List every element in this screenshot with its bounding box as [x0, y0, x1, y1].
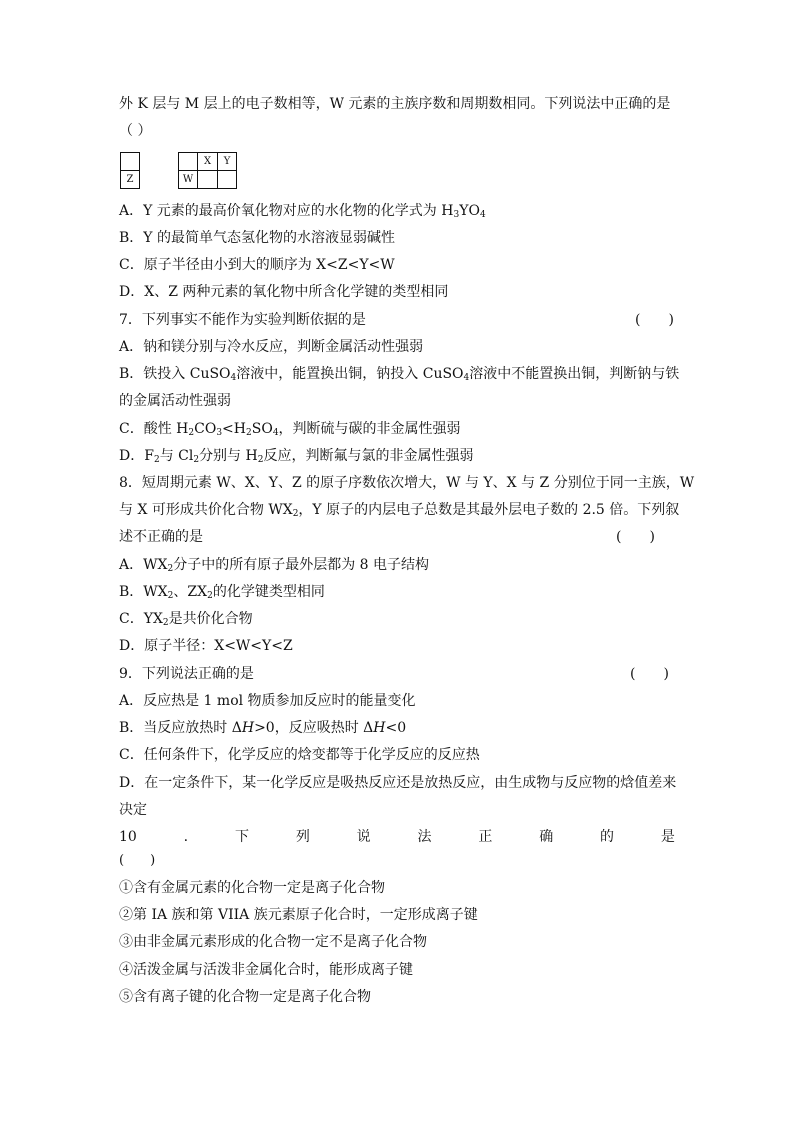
table-cell-z: Z: [120, 170, 140, 189]
q9-answer-paren: ( ): [630, 666, 669, 682]
q9-option-d: D．在一定条件下，某一化学反应是吸热反应还是放热反应，由生成物与反应物的焓值差来: [119, 775, 677, 791]
q8-stem-line3: 述不正确的是: [119, 529, 203, 545]
q6-option-d: D．X、Z 两种元素的氧化物中所含化学键的类型相同: [119, 284, 449, 300]
table-cell-empty: [197, 170, 218, 189]
q7-option-d: D．$F_2$与 $Cl_2$分别与 $H_2$反应，判断氟与氯的非金属性强弱: [119, 448, 474, 465]
q10-statement-2: ②第 IA 族和第 VIIA 族元素原子化合时，一定形成离子键: [119, 907, 478, 923]
intro-line: 外 K 层与 M 层上的电子数相等，W 元素的主族序数和周期数相同。下列说法中正确的是: [119, 96, 671, 112]
q10-stem: 10 . 下 列 说 法 正 确 的 是: [119, 829, 675, 845]
q10-answer-paren: ( ): [119, 853, 156, 868]
q9-stem: 9．下列说法正确的是: [119, 666, 254, 682]
q7-option-c: C．酸性 $H_2CO_3<H_2SO_4$，判断硫与碳的非金属性强弱: [119, 421, 461, 438]
table-cell-empty: [217, 170, 237, 189]
q10-statement-4: ④活泼金属与活泼非金属化合时，能形成离子键: [119, 962, 413, 978]
q10-statement-5: ⑤含有离子键的化合物一定是离子化合物: [119, 989, 371, 1005]
q9-option-c: C．任何条件下，化学反应的焓变都等于化学反应的反应热: [119, 747, 480, 763]
q7-stem: 7．下列事实不能作为实验判断依据的是: [119, 312, 366, 328]
q8-option-a: A．$WX_2$分子中的所有原子最外层都为 8 电子结构: [119, 557, 430, 574]
q7-answer-paren: ( ): [635, 312, 674, 328]
table-cell-empty: [178, 152, 198, 171]
periodic-table-fragment: [120, 152, 237, 189]
table-cell-x: X: [197, 152, 218, 171]
q8-option-b: B．$WX_2$、$ZX_2$的化学键类型相同: [119, 584, 325, 601]
table-cell-w: W: [178, 170, 198, 189]
q10-statement-1: ①含有金属元素的化合物一定是离子化合物: [119, 880, 385, 896]
q10-statement-3: ③由非金属元素形成的化合物一定不是离子化合物: [119, 934, 427, 950]
intro-paren: （ ）: [119, 123, 152, 139]
q8-option-c: C．$YX_2$是共价化合物: [119, 611, 253, 628]
q8-stem-line1: 8．短周期元素 W、X、Y、Z 的原子序数依次增大，W 与 Y、X 与 Z 分别位于同一主族，W: [119, 475, 695, 491]
q8-stem-line2: 与 X 可形成共价化合物 $WX_2$，Y 原子的内层电子总数是其最外层电子数的 2.5 倍。下列叙: [119, 502, 680, 519]
table-cell-empty: [120, 152, 140, 171]
q6-option-a: A．Y 元素的最高价氧化物对应的水化物的化学式为 $H_3YO_4$: [119, 203, 486, 220]
q9-option-b: B．当反应放热时 ΔH>0，反应吸热时 ΔH<0: [119, 720, 407, 736]
q7-option-b: B．铁投入 CuSO$_4$溶液中，能置换出铜，钠投入 CuSO$_4$溶液中不能置换出铜，判断钠与铁: [119, 366, 680, 383]
q9-option-d-cont: 决定: [119, 802, 147, 818]
q6-option-b: B．Y 的最简单气态氢化物的水溶液显弱碱性: [119, 230, 395, 246]
table-cell-y: Y: [217, 152, 237, 171]
q7-option-a: A．钠和镁分别与冷水反应，判断金属活动性强弱: [119, 339, 424, 355]
q7-option-b-cont: 的金属活动性强弱: [119, 393, 231, 409]
q6-option-c: C．原子半径由小到大的顺序为 X<Z<Y<W: [119, 257, 395, 273]
q9-option-a: A．反应热是 1 mol 物质参加反应时的能量变化: [119, 693, 416, 709]
q8-answer-paren: ( ): [616, 529, 655, 545]
q8-option-d: D．原子半径：X<W<Y<Z: [119, 638, 293, 654]
